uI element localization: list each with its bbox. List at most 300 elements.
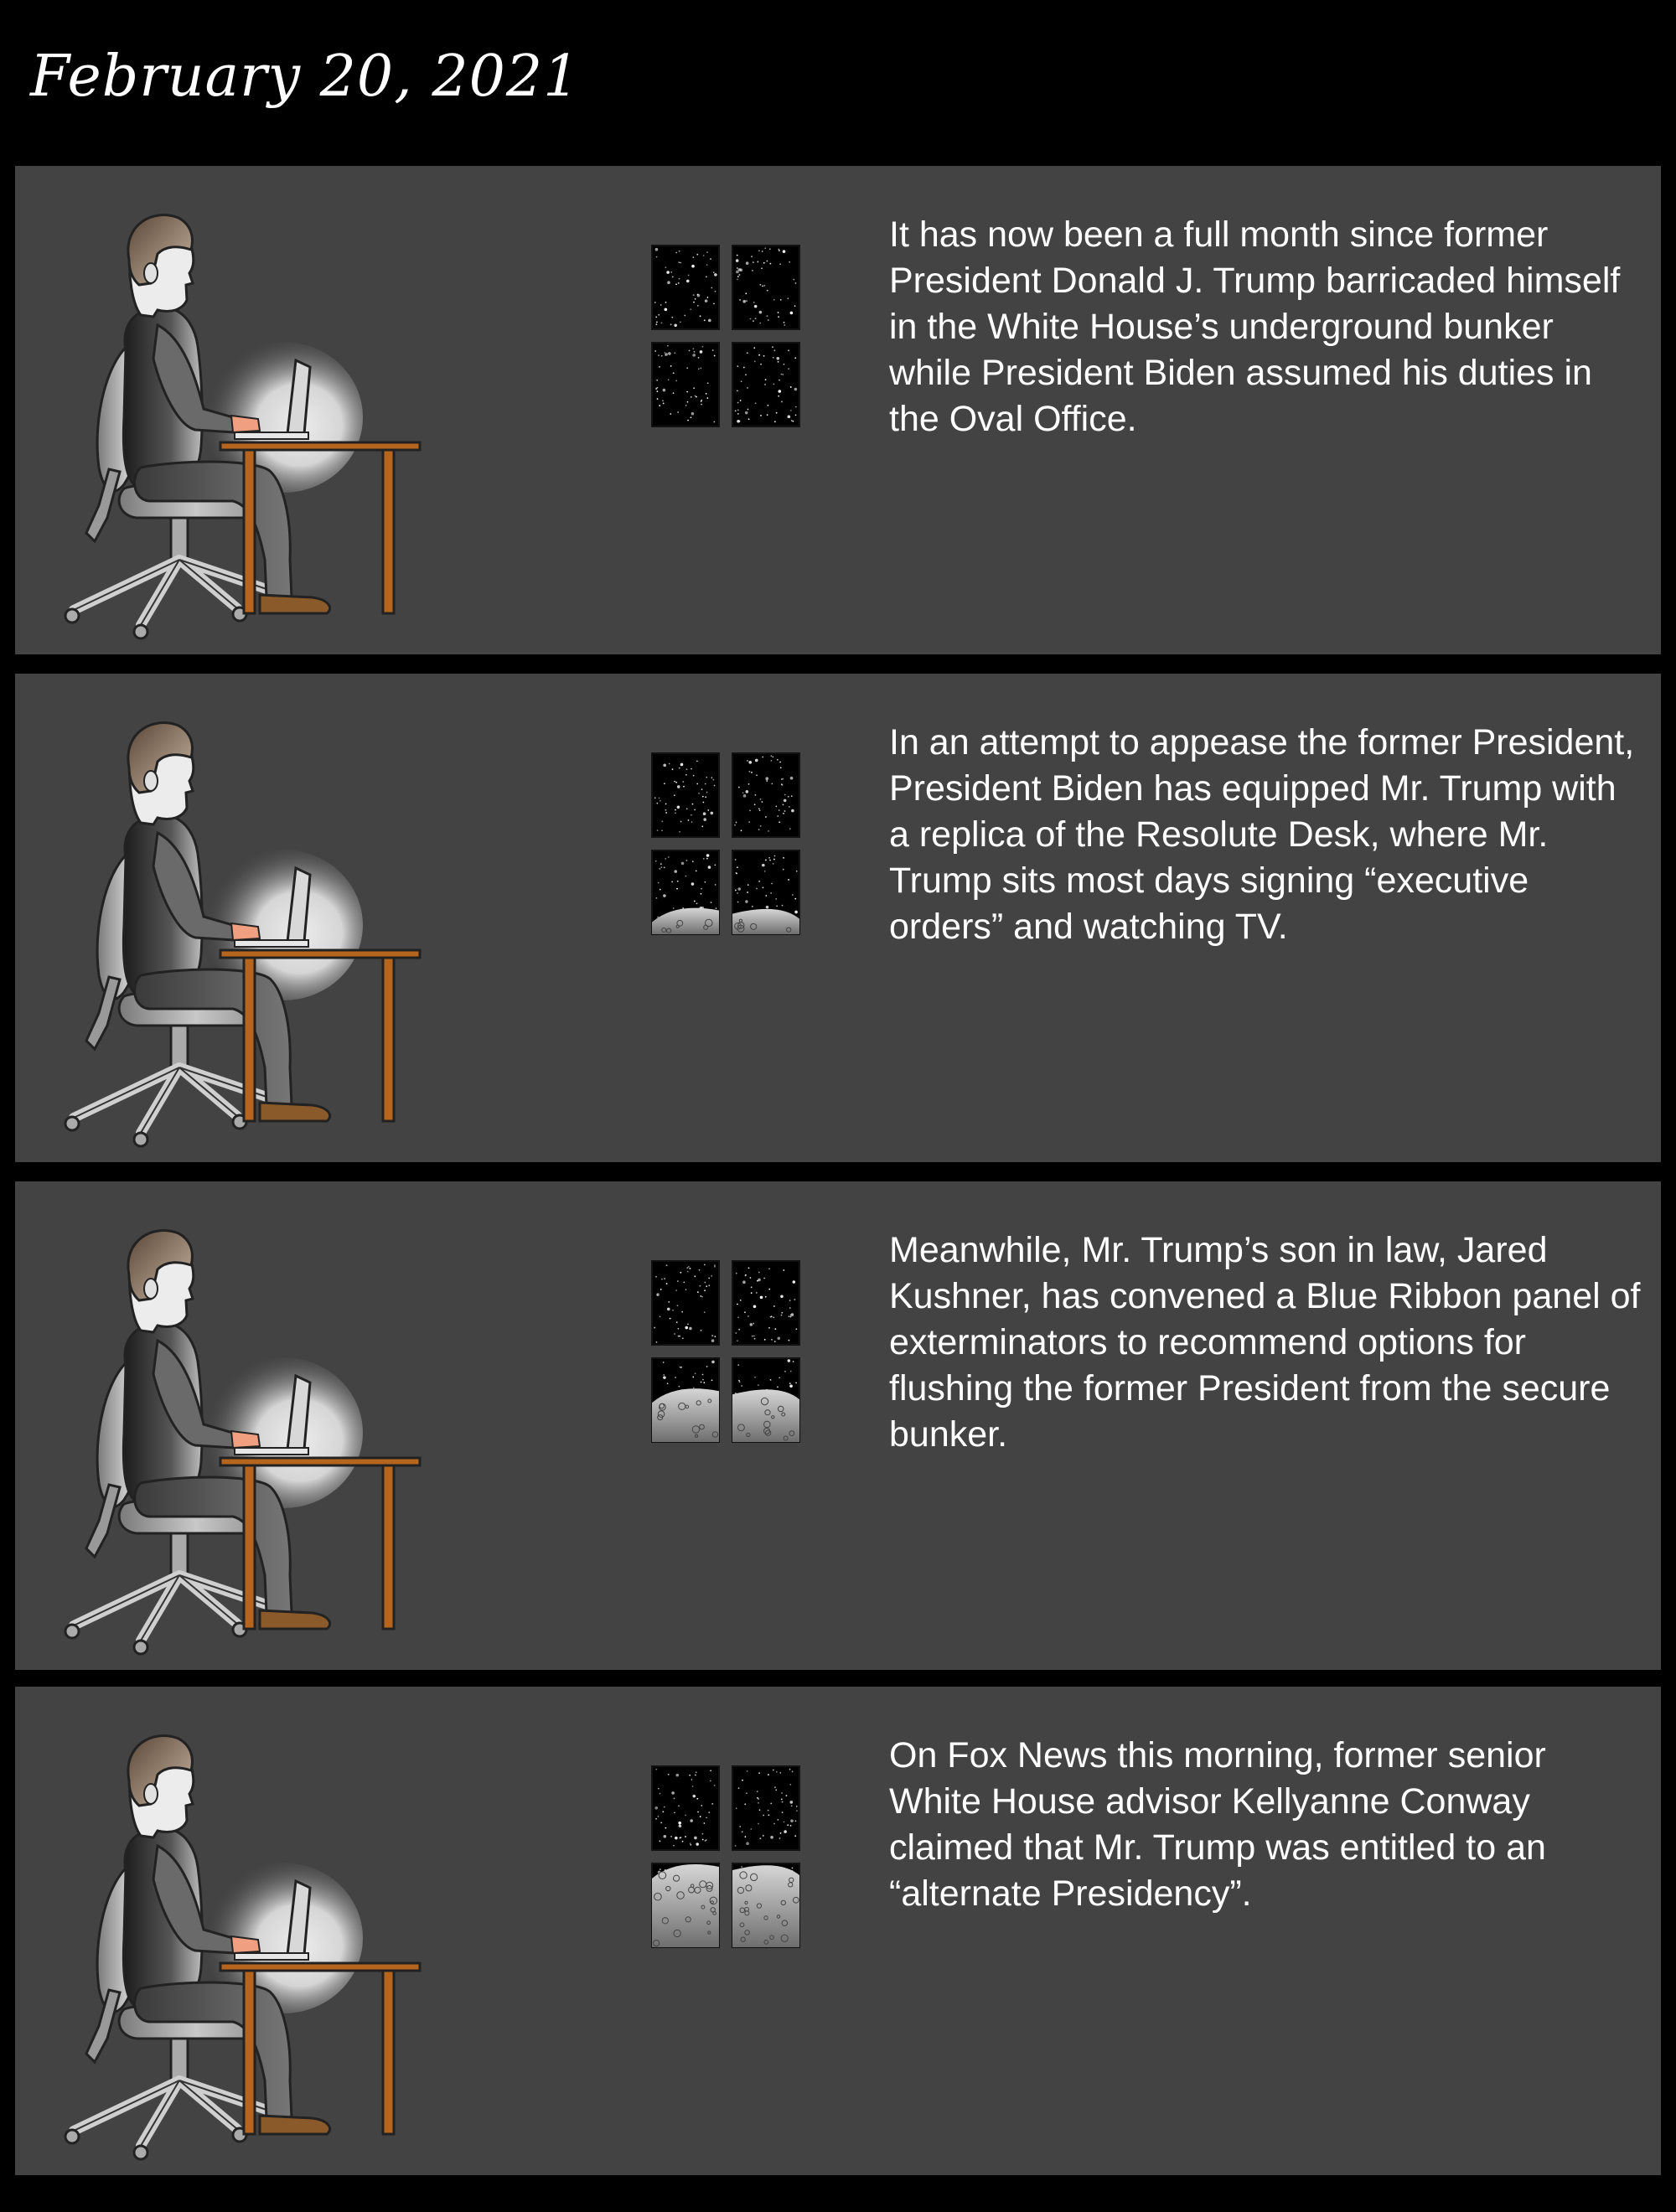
star: [701, 893, 702, 895]
star: [686, 280, 690, 283]
star: [778, 361, 779, 363]
star: [736, 1807, 737, 1809]
star: [706, 792, 708, 793]
star: [770, 892, 772, 894]
star: [670, 365, 672, 367]
star: [714, 273, 717, 276]
star: [770, 1836, 773, 1839]
star: [790, 312, 794, 315]
star: [768, 1774, 769, 1775]
star: [784, 799, 787, 803]
star: [703, 812, 706, 815]
star: [778, 316, 779, 318]
star: [738, 787, 740, 788]
star: [683, 786, 685, 788]
star: [680, 821, 682, 823]
star: [753, 320, 754, 322]
star: [770, 755, 772, 757]
star: [777, 1336, 780, 1340]
star: [706, 297, 708, 298]
star: [737, 420, 740, 423]
star: [669, 763, 670, 765]
star: [677, 1305, 679, 1306]
star: [714, 864, 716, 866]
star: [690, 1842, 691, 1844]
star: [677, 785, 680, 788]
star: [762, 285, 763, 287]
star: [788, 879, 789, 881]
star: [697, 1843, 699, 1845]
star: [759, 1809, 761, 1811]
star: [678, 261, 680, 263]
star: [796, 1806, 798, 1807]
star: [760, 1296, 763, 1300]
star: [737, 1316, 739, 1318]
star: [691, 821, 693, 823]
star: [666, 271, 670, 274]
star: [683, 1281, 685, 1283]
star: [767, 290, 768, 292]
star: [705, 796, 706, 798]
star: [775, 898, 777, 900]
star: [692, 1786, 694, 1787]
star: [674, 1797, 675, 1799]
star: [655, 861, 657, 862]
star: [695, 395, 696, 397]
star: [791, 809, 794, 813]
window-pane: [732, 1766, 799, 1850]
star: [784, 1371, 786, 1372]
star: [767, 315, 768, 317]
star: [755, 318, 757, 319]
star: [671, 1791, 675, 1795]
star: [667, 345, 669, 347]
star: [659, 366, 660, 368]
window-pane: [652, 1766, 719, 1850]
star: [790, 1315, 792, 1316]
star: [701, 1382, 702, 1383]
star: [715, 884, 716, 886]
star: [738, 1380, 740, 1382]
star: [695, 1372, 696, 1374]
star: [702, 1379, 704, 1381]
star: [658, 1788, 660, 1790]
star: [663, 1374, 665, 1376]
star: [696, 871, 697, 872]
star: [744, 1803, 746, 1805]
star: [654, 1327, 655, 1329]
star: [702, 802, 704, 804]
star: [773, 1823, 775, 1825]
star: [695, 298, 696, 300]
star: [745, 411, 748, 415]
star: [657, 398, 659, 400]
star: [714, 1785, 716, 1786]
star: [691, 1779, 693, 1780]
star: [745, 1275, 747, 1277]
star: [700, 1816, 701, 1817]
star: [741, 380, 742, 382]
star: [749, 809, 751, 811]
star: [780, 767, 782, 768]
star: [665, 804, 667, 805]
star: [676, 1321, 678, 1323]
star: [686, 768, 688, 770]
star: [784, 1830, 787, 1833]
star: [680, 322, 681, 323]
star: [686, 1267, 688, 1269]
star: [706, 276, 707, 277]
star: [674, 1333, 675, 1335]
star: [655, 323, 657, 325]
star: [783, 813, 784, 814]
star: [763, 1278, 765, 1279]
star: [758, 1279, 761, 1282]
star: [659, 868, 660, 870]
star: [758, 881, 760, 882]
star: [767, 261, 768, 262]
star: [737, 1364, 739, 1366]
star: [706, 1817, 707, 1818]
star: [773, 357, 774, 359]
star: [744, 1311, 746, 1313]
star: [682, 1337, 684, 1339]
window-pane: [652, 245, 719, 329]
star: [755, 402, 757, 404]
star: [711, 1275, 712, 1277]
star: [786, 1795, 788, 1796]
star: [750, 318, 752, 320]
star: [687, 1271, 689, 1273]
star: [656, 256, 658, 258]
star: [768, 405, 769, 406]
star: [757, 1797, 758, 1799]
star: [702, 1833, 704, 1835]
star: [756, 1292, 758, 1294]
star: [675, 782, 677, 783]
star: [772, 346, 773, 348]
star: [686, 860, 688, 861]
star: [763, 285, 765, 287]
star: [770, 1802, 772, 1804]
star: [769, 263, 771, 265]
star: [747, 1315, 749, 1317]
star: [694, 351, 696, 353]
star: [778, 249, 779, 251]
star: [789, 806, 790, 808]
star: [703, 255, 705, 256]
star: [656, 803, 658, 804]
star: [677, 1280, 679, 1282]
star: [789, 1307, 791, 1309]
star: [745, 790, 748, 793]
star: [680, 763, 684, 767]
star: [704, 1289, 706, 1291]
star: [773, 1770, 774, 1771]
star: [794, 357, 796, 359]
star: [746, 261, 749, 265]
star: [678, 1336, 680, 1337]
star: [702, 1839, 704, 1841]
star: [654, 1806, 658, 1810]
star: [777, 815, 779, 817]
star: [771, 783, 773, 785]
star: [706, 777, 707, 778]
star: [701, 788, 703, 790]
star: [679, 251, 680, 252]
star: [794, 898, 796, 900]
star: [751, 1292, 753, 1294]
star: [742, 300, 746, 303]
star: [763, 355, 765, 357]
star: [756, 774, 758, 776]
star: [763, 1815, 764, 1817]
star: [750, 1277, 752, 1279]
star: [775, 1789, 777, 1791]
star: [737, 390, 738, 391]
star: [664, 1835, 667, 1838]
star: [685, 774, 687, 776]
star: [700, 1285, 701, 1287]
star: [761, 267, 763, 269]
star: [700, 367, 701, 369]
star: [658, 882, 660, 884]
star: [690, 1268, 691, 1269]
star: [707, 809, 709, 811]
star: [737, 278, 738, 280]
star: [693, 294, 695, 296]
star: [746, 300, 747, 302]
star: [741, 830, 742, 831]
star: [660, 1840, 661, 1842]
star: [673, 372, 675, 374]
star: [758, 1772, 760, 1774]
comic-panel-4: [15, 1687, 1661, 2175]
star: [655, 388, 657, 390]
star: [659, 798, 660, 799]
star: [665, 812, 667, 814]
star: [771, 883, 773, 885]
star: [780, 1832, 782, 1834]
star: [707, 382, 709, 384]
star: [737, 402, 739, 404]
star: [742, 1280, 746, 1284]
star: [660, 889, 661, 891]
star: [780, 374, 782, 375]
star: [682, 907, 684, 909]
star: [677, 1328, 679, 1330]
star: [706, 397, 708, 399]
star: [774, 1786, 776, 1788]
star: [693, 1795, 696, 1798]
star: [708, 1278, 710, 1279]
star: [701, 404, 702, 406]
panel-caption: It has now been a full month since former President Donald J. Trump barricaded himself in the White House’s underground bunker while President Biden assumed his duties in the Oval Office.: [889, 214, 1621, 439]
star: [663, 894, 666, 897]
star: [773, 299, 775, 301]
star: [736, 259, 739, 262]
star: [714, 1336, 716, 1337]
window-pane: [652, 753, 719, 837]
star: [714, 1264, 716, 1266]
star: [783, 857, 784, 859]
star: [784, 794, 786, 796]
star: [794, 911, 798, 914]
star: [688, 275, 690, 276]
star: [760, 364, 762, 365]
star: [658, 314, 660, 316]
star: [737, 887, 741, 891]
star: [713, 421, 715, 423]
star: [675, 1774, 679, 1777]
star: [746, 1792, 747, 1794]
star: [734, 824, 736, 826]
star: [776, 1771, 778, 1773]
star: [713, 302, 715, 304]
star: [714, 785, 716, 787]
star: [753, 347, 755, 349]
star: [698, 793, 700, 794]
star: [663, 1376, 666, 1379]
star: [661, 820, 663, 822]
star: [680, 1837, 681, 1839]
star: [668, 352, 671, 355]
star: [781, 1798, 783, 1800]
star: [702, 346, 704, 348]
star: [778, 390, 781, 393]
star: [784, 1821, 785, 1822]
star: [758, 354, 760, 356]
star: [772, 756, 773, 757]
night-window-icon: [652, 753, 799, 934]
star: [677, 881, 679, 882]
moon-surface: [652, 1864, 719, 1947]
star: [687, 1324, 689, 1326]
star: [781, 1792, 783, 1794]
star: [774, 1328, 776, 1330]
star: [783, 869, 784, 871]
star: [762, 757, 763, 758]
star: [706, 251, 708, 253]
star: [697, 305, 699, 307]
star: [765, 777, 768, 780]
star: [680, 1367, 682, 1368]
star: [748, 771, 750, 773]
star: [696, 783, 698, 785]
star: [737, 902, 739, 903]
star: [777, 759, 779, 761]
star: [667, 1382, 669, 1384]
star: [793, 1280, 796, 1284]
star: [695, 1775, 696, 1776]
star: [674, 781, 675, 783]
star: [792, 894, 794, 896]
star: [704, 1311, 706, 1313]
star: [665, 809, 667, 811]
panel-caption: In an attempt to appease the former President, President Biden has equipped Mr. Trump with a replica of the Resolute Desk, where Mr. Trump sits most days signing “executive orders” and watching TV.: [889, 722, 1635, 947]
star: [677, 805, 680, 809]
star: [706, 1366, 708, 1367]
star: [784, 324, 785, 326]
star: [700, 315, 701, 317]
star: [767, 414, 768, 416]
star: [759, 284, 761, 286]
star: [739, 1826, 741, 1827]
star: [699, 1269, 701, 1271]
star: [792, 1770, 794, 1772]
star: [776, 412, 778, 414]
star: [689, 350, 691, 352]
star: [655, 1276, 657, 1278]
star: [768, 1327, 770, 1329]
star: [663, 389, 666, 392]
star: [686, 808, 688, 809]
star: [779, 250, 780, 251]
star: [711, 1335, 713, 1336]
star: [795, 282, 797, 284]
star: [790, 410, 792, 411]
star: [745, 900, 748, 903]
star: [787, 297, 789, 299]
star: [754, 794, 756, 796]
star: [656, 1293, 660, 1296]
star: [708, 1811, 710, 1813]
star: [756, 888, 758, 890]
star: [675, 1837, 678, 1840]
star: [670, 323, 672, 325]
star: [675, 1377, 676, 1378]
star: [771, 1339, 773, 1341]
star: [735, 1845, 737, 1847]
star: [740, 400, 742, 401]
star: [655, 1769, 657, 1770]
star: [713, 271, 715, 273]
star: [773, 859, 775, 861]
star: [773, 1305, 775, 1307]
panel-caption: Meanwhile, Mr. Trump’s son in law, Jared Kushner, has convened a Blue Ribbon panel of exterminators to recommend options for flushing the former President from the secure bunker.: [889, 1230, 1641, 1455]
star: [711, 777, 712, 778]
star: [675, 1289, 677, 1291]
star: [739, 299, 741, 301]
star: [745, 292, 747, 294]
star: [792, 1867, 794, 1868]
star: [689, 1327, 692, 1331]
star: [795, 1382, 797, 1383]
star: [656, 390, 658, 392]
star: [779, 263, 781, 265]
star: [765, 895, 767, 897]
star: [685, 1836, 686, 1837]
star: [737, 892, 738, 894]
star: [663, 764, 666, 767]
star: [673, 392, 675, 394]
star: [665, 858, 666, 860]
star: [675, 283, 677, 285]
star: [777, 1819, 779, 1821]
star: [714, 1266, 716, 1268]
star: [794, 388, 798, 391]
star: [737, 255, 738, 256]
star: [701, 401, 702, 402]
star: [697, 1811, 699, 1813]
star: [753, 1323, 754, 1325]
star: [692, 861, 694, 862]
star: [660, 1315, 661, 1317]
star: [753, 261, 754, 263]
star: [696, 254, 698, 256]
star: [788, 1340, 789, 1341]
seated-man-icon: [65, 1231, 420, 1654]
